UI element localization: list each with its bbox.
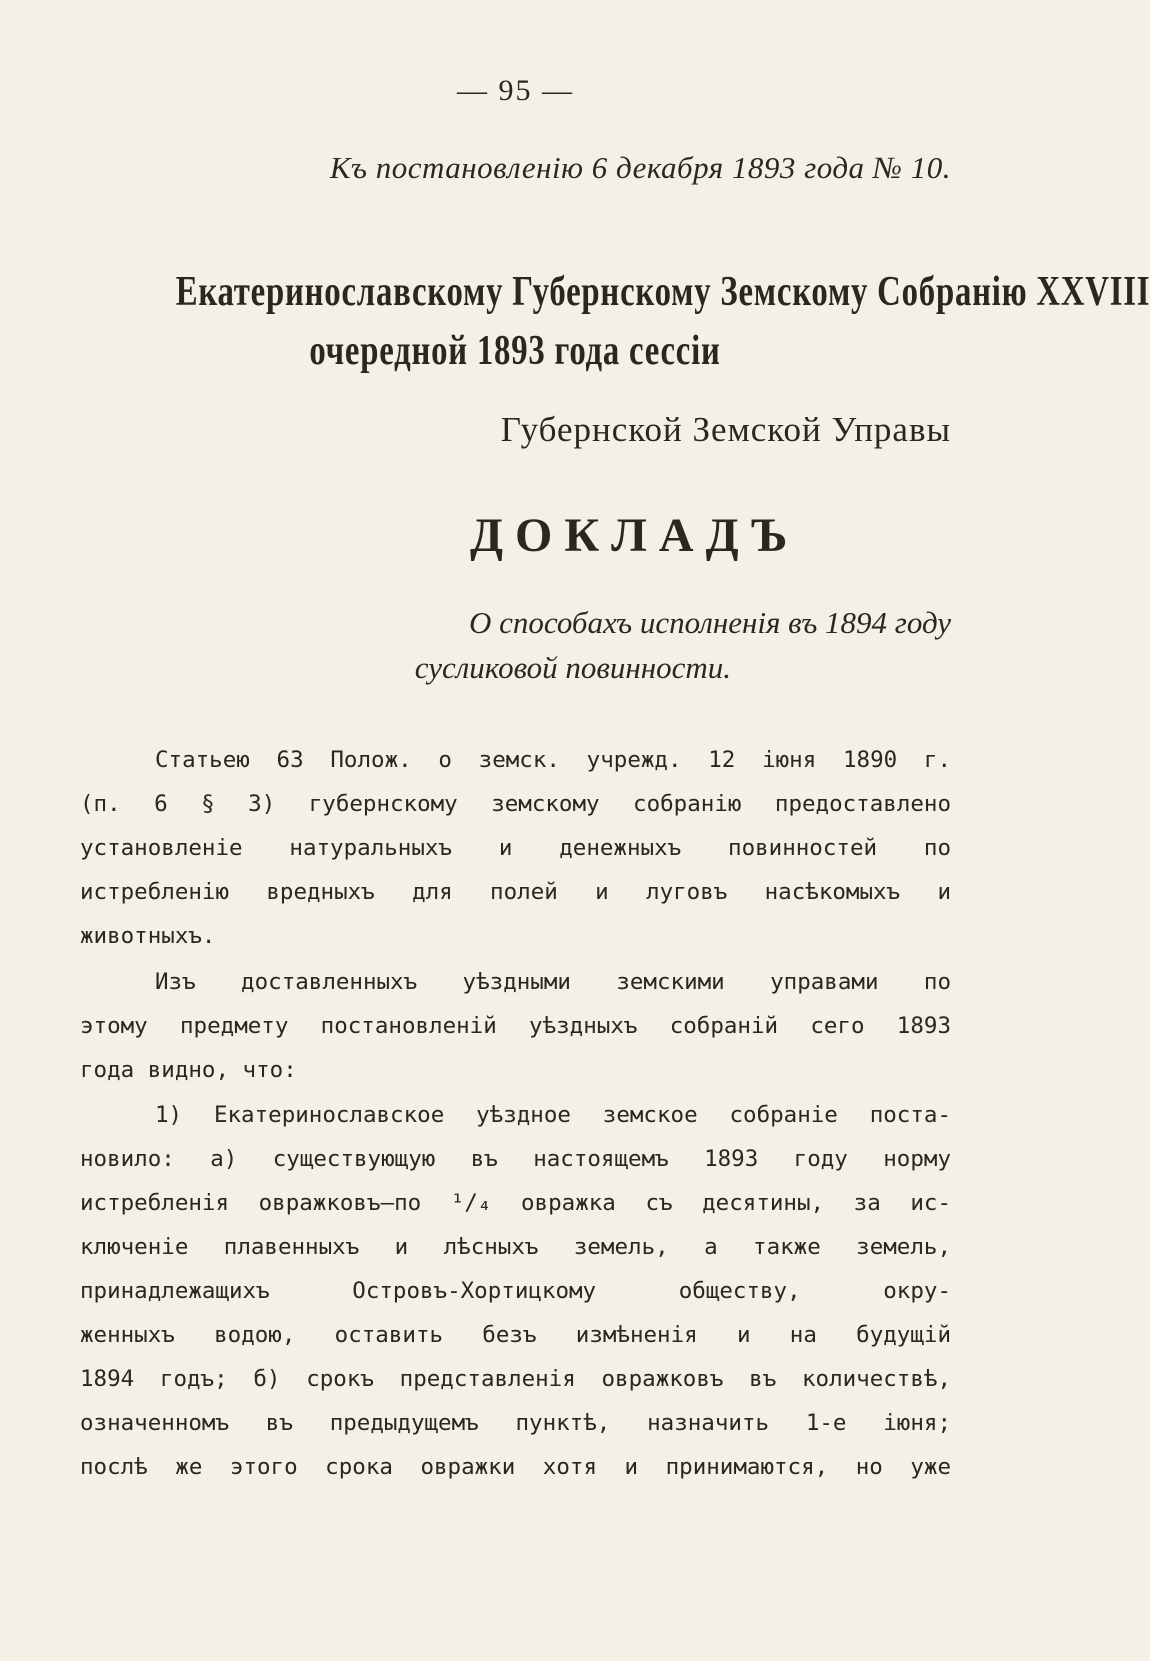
text-line: года видно, что: bbox=[80, 1057, 297, 1083]
text-line: новило: а) существующую въ настоящемъ 1893 году норму bbox=[80, 1146, 951, 1172]
topic-line-2: сусликовой повинности. bbox=[414, 650, 731, 685]
heading-line-2: очередной 1893 года сессіи bbox=[309, 328, 721, 374]
text-line: 1) Екатеринославское уѣздное земское собраніе поста- bbox=[155, 1102, 951, 1128]
page-number: — 95 — bbox=[457, 74, 574, 107]
document-title: ДОКЛАДЪ bbox=[470, 509, 800, 562]
text-line: 1894 годъ; б) срокъ представленія овражковъ въ количествѣ, bbox=[80, 1366, 951, 1392]
paragraph-3 bbox=[80, 1093, 951, 1489]
text-line: означенномъ въ предыдущемъ пунктѣ, назначить 1-е іюня; bbox=[80, 1410, 951, 1436]
text-line: этому предмету постановленій уѣздныхъ собраній сего 1893 bbox=[80, 1013, 951, 1039]
text-line: послѣ же этого срока овражки хотя и принимаются, но уже bbox=[80, 1454, 951, 1480]
text-line: установленіе натуральныхъ и денежныхъ повинностей по bbox=[80, 835, 951, 861]
topic-line-1: О способахъ исполненія въ 1894 году bbox=[468, 605, 951, 640]
text-line: ключеніе плавенныхъ и лѣсныхъ земель, а также земель, bbox=[80, 1234, 951, 1260]
resolution-reference: Къ постановленію 6 декабря 1893 года № 10. bbox=[329, 150, 951, 185]
text-line: истребленію вредныхъ для полей и луговъ насѣкомыхъ и bbox=[80, 879, 951, 905]
text-line: Изъ доставленныхъ уѣздными земскими управами по bbox=[155, 969, 951, 995]
text-line: истребленія овражковъ—по ¹/₄ овражка съ десятины, за ис- bbox=[80, 1190, 951, 1216]
subheading: Губернской Земской Управы bbox=[500, 410, 951, 449]
text-line: Статьею 63 Полож. о земск. учрежд. 12 іюня 1890 г. bbox=[155, 747, 951, 773]
paragraph-1 bbox=[80, 738, 951, 958]
text-line: женныхъ водою, оставить безъ измѣненія и на будущій bbox=[80, 1322, 951, 1348]
text-line: (п. 6 § 3) губернскому земскому собранію предоставлено bbox=[80, 791, 951, 817]
paragraph-2 bbox=[80, 960, 951, 1092]
text-line: принадлежащихъ Островъ-Хортицкому обществу, окру- bbox=[80, 1278, 951, 1304]
text-line: животныхъ. bbox=[80, 923, 216, 949]
heading-line-1: Екатеринославскому Губернскому Земскому Собранію XXVIII bbox=[175, 269, 1150, 315]
